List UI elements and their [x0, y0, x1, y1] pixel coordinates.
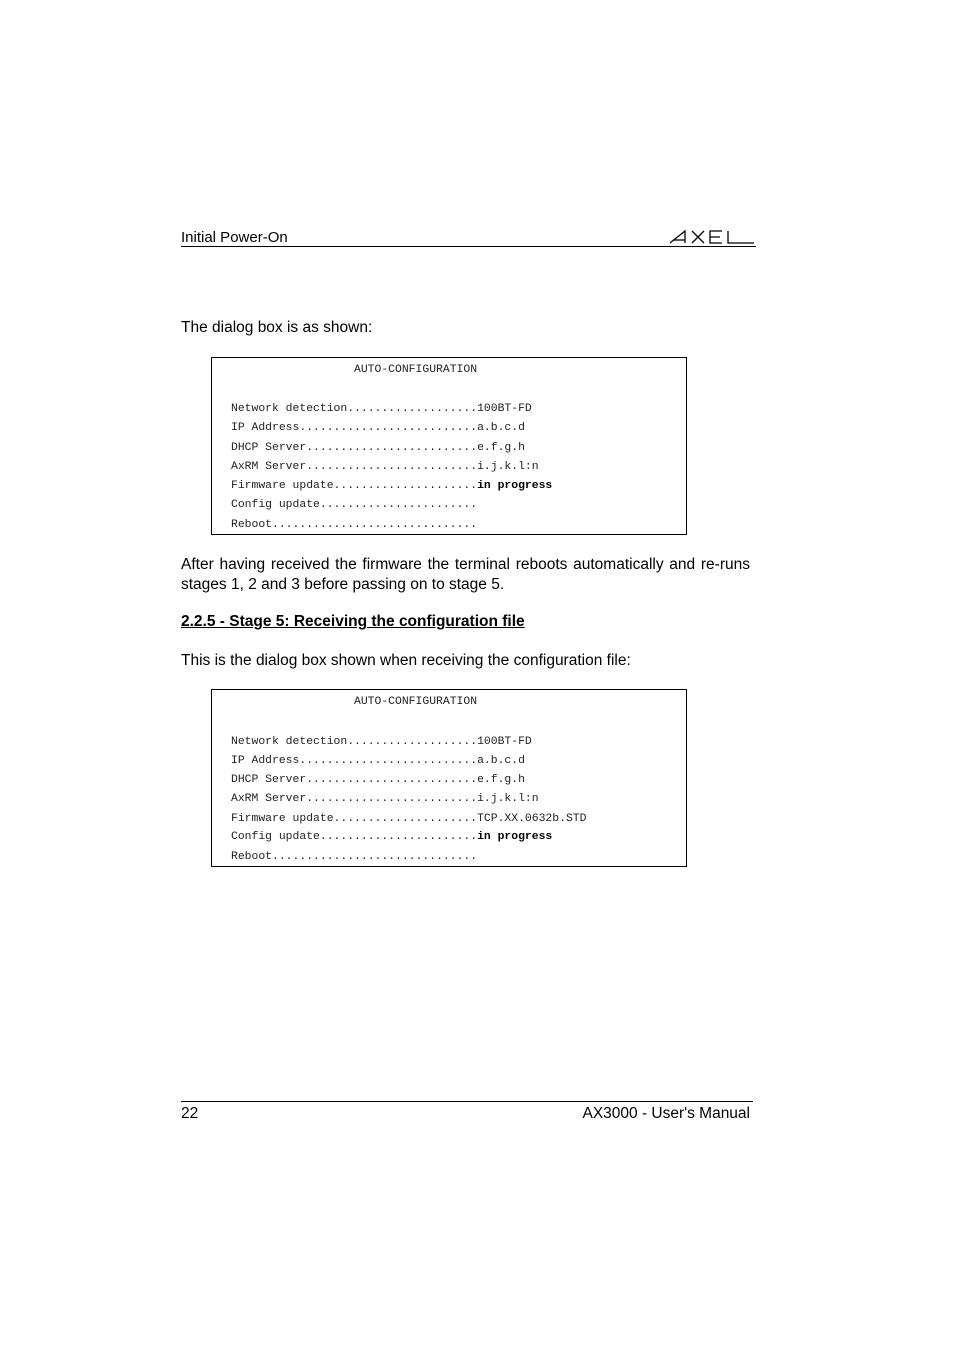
dialog-title: AUTO-CONFIGURATION [354, 696, 478, 708]
dialog-row-ip-address: IP Address..........................a.b.c.d [231, 755, 525, 767]
dialog-row-dhcp-server: DHCP Server.........................e.f.g.h [231, 774, 525, 786]
dialog-row-reboot: Reboot.............................. [231, 851, 478, 863]
dialog-row-network-detection: Network detection...................100BT-FD [231, 403, 532, 415]
dialog-row-config-update: Config update....................... [231, 499, 478, 511]
dialog-title: AUTO-CONFIGURATION [354, 364, 478, 376]
auto-config-dialog-firmware [211, 357, 687, 535]
page-number: 22 [181, 1105, 199, 1122]
after-firmware-paragraph: After having received the firmware the terminal reboots automatically and re-runs stages 1, 2 and 3 before passing on to stage 5. [181, 556, 750, 593]
dialog-row-dhcp-server: DHCP Server.........................e.f.g.h [231, 442, 525, 454]
dialog-row-axrm-server: AxRM Server.........................i.j.k.l:n [231, 793, 539, 805]
page-footer [181, 1101, 753, 1126]
page-header [181, 226, 756, 247]
section-intro-paragraph: This is the dialog box shown when receiving the configuration file: [181, 652, 631, 669]
dialog-row-reboot: Reboot.............................. [231, 519, 478, 531]
dialog-row-firmware-update: Firmware update.....................in progress [231, 480, 553, 492]
section-heading: 2.2.5 - Stage 5: Receiving the configuration file [181, 613, 525, 630]
dialog-row-ip-address: IP Address..........................a.b.c.d [231, 422, 525, 434]
header-title: Initial Power-On [181, 229, 288, 246]
dialog-row-network-detection: Network detection...................100BT-FD [231, 736, 532, 748]
axel-logo [668, 226, 756, 246]
auto-config-dialog-config [211, 689, 687, 867]
dialog-row-axrm-server: AxRM Server.........................i.j.k.l:n [231, 461, 539, 473]
manual-name: AX3000 - User's Manual [582, 1105, 750, 1122]
intro-paragraph: The dialog box is as shown: [181, 319, 373, 336]
dialog-row-firmware-update: Firmware update.....................TCP.XX.0632b.STD [231, 813, 587, 825]
dialog-row-config-update: Config update.......................in progress [231, 831, 553, 843]
